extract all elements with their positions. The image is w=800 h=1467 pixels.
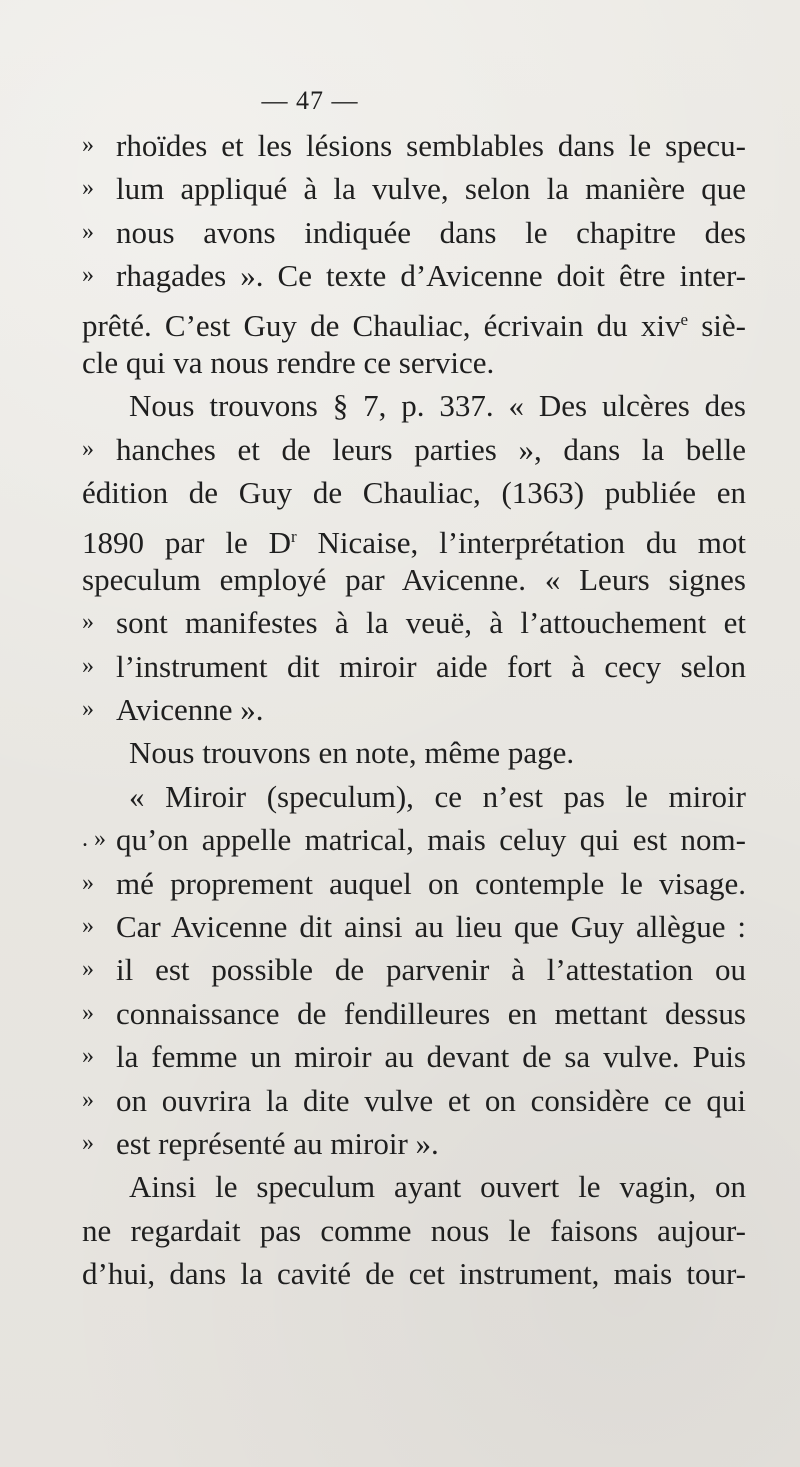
- text-line: [0, 1122, 800, 1165]
- line-text: édition de Guy de Chauliac, (1363) publiée en: [82, 475, 746, 511]
- text-line: [0, 211, 800, 254]
- text-line: [0, 1035, 800, 1078]
- text-line: [0, 601, 800, 644]
- text-line: [0, 384, 800, 427]
- line-text: Nous trouvons en note, même page.: [129, 735, 575, 771]
- line-text: lum appliqué à la vulve, selon la manière que: [116, 171, 746, 207]
- text-line: [0, 341, 800, 384]
- line-text: nous avons indiquée dans le chapitre des: [116, 214, 746, 250]
- quote-marker: »: [82, 869, 94, 896]
- text-line: [0, 948, 800, 991]
- line-text: prêté. C’est Guy de Chauliac, écrivain du xiv$^e$ siè-: [82, 307, 746, 343]
- text-line: [0, 124, 800, 167]
- line-text: Avicenne ».: [116, 692, 264, 728]
- text-line: [0, 515, 800, 558]
- quote-marker: »: [82, 218, 94, 245]
- text-line: [0, 1165, 800, 1208]
- quote-marker: »: [82, 696, 94, 723]
- body-text: [0, 124, 800, 1296]
- text-line: [0, 298, 800, 341]
- line-text: « Miroir (speculum), ce n’est pas le miroir: [129, 778, 746, 814]
- quote-marker: »: [82, 262, 94, 289]
- quote-marker: »: [82, 132, 94, 158]
- line-text: 1890 par le $D^r$ Nicaise, l’interprétation du mot: [82, 524, 746, 560]
- text-line: [0, 688, 800, 731]
- text-line: [0, 167, 800, 210]
- text-line: [0, 862, 800, 905]
- quote-marker: »: [82, 913, 94, 940]
- line-text: sont manifestes à la veuë, à l’attouchement et: [116, 605, 746, 641]
- line-text: mé proprement auquel on contemple le visage.: [116, 865, 746, 901]
- line-text: connaissance de fendilleures en mettant dessus: [116, 995, 746, 1031]
- quote-marker: »: [82, 956, 94, 983]
- superscript: e: [680, 309, 689, 329]
- line-text: est représenté au miroir ».: [116, 1125, 439, 1161]
- quote-marker: . »: [82, 826, 106, 853]
- quote-marker: »: [82, 1043, 94, 1070]
- text-line: [0, 254, 800, 297]
- text-line: [0, 775, 800, 818]
- line-text: Nous trouvons § 7, p. 337. « Des ulcères des: [129, 388, 746, 424]
- text-line: [0, 558, 800, 601]
- text-line: [0, 428, 800, 471]
- line-text: rhoïdes et les lésions semblables dans le specu-: [116, 128, 746, 163]
- quote-marker: »: [82, 1086, 94, 1113]
- quote-marker: »: [82, 1129, 94, 1156]
- quote-marker: »: [82, 609, 94, 636]
- line-text: cle qui va nous rendre ce service.: [82, 344, 495, 380]
- text-line: [0, 992, 800, 1035]
- text-line: [0, 905, 800, 948]
- quote-marker: »: [82, 435, 94, 462]
- quote-marker: »: [82, 652, 94, 679]
- text-line: [0, 818, 800, 861]
- text-line: [0, 1252, 800, 1295]
- text-line: [0, 1079, 800, 1122]
- line-text: il est possible de parvenir à l’attestation ou: [116, 952, 746, 988]
- line-text: hanches et de leurs parties », dans la belle: [116, 431, 746, 467]
- line-text: ne regardait pas comme nous le faisons aujour-: [82, 1212, 746, 1248]
- line-text: l’instrument dit miroir aide fort à cecy selon: [116, 648, 746, 684]
- quote-marker: »: [82, 175, 94, 202]
- page-number: — 47 —: [261, 86, 359, 115]
- line-text: Ainsi le speculum ayant ouvert le vagin, on: [129, 1169, 746, 1205]
- superscript: r: [290, 526, 297, 546]
- text-line: [0, 645, 800, 688]
- text-line: [0, 471, 800, 514]
- text-line: [0, 731, 800, 774]
- line-text: Car Avicenne dit ainsi au lieu que Guy allègue :: [116, 909, 746, 945]
- line-text: la femme un miroir au devant de sa vulve. Puis: [116, 1039, 746, 1075]
- text-line: [0, 1209, 800, 1252]
- line-text: d’hui, dans la cavité de cet instrument, mais tour-: [82, 1256, 746, 1292]
- line-text: speculum employé par Avicenne. « Leurs signes: [82, 561, 746, 597]
- line-text: rhagades ». Ce texte d’Avicenne doit être inter-: [116, 258, 746, 294]
- quote-marker: »: [82, 999, 94, 1026]
- line-text: on ouvrira la dite vulve et on considère ce qui: [116, 1082, 746, 1118]
- line-text: qu’on appelle matrical, mais celuy qui est nom-: [116, 822, 746, 858]
